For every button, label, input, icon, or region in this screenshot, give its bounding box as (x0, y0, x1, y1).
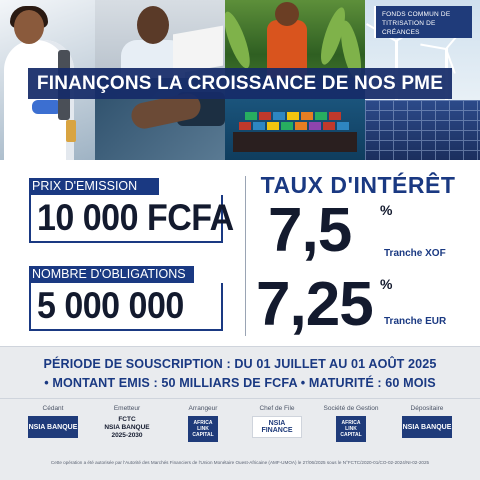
rate-eur-value: 7,25 (256, 270, 373, 339)
bond-count-label: NOMBRE D'OBLIGATIONS (29, 266, 194, 283)
rate-xof-tranche: Tranche XOF (384, 248, 446, 259)
partner-role: Cédant (42, 405, 64, 412)
issue-price-box (29, 195, 234, 243)
rate-xof-percent: % (380, 202, 393, 218)
partner-role: Dépositaire (410, 405, 444, 412)
headline-text: FINANÇONS LA CROISSANCE DE NOS PME (36, 72, 444, 94)
brand-line-2: TITRISATION DE CRÉANCES (382, 20, 436, 36)
partner-role: Emetteur (113, 405, 141, 412)
photo-banner (0, 0, 480, 160)
emetteur-line-3: 2025-2030 (111, 432, 143, 439)
brand-line-1: FONDS COMMUN DE (382, 11, 451, 18)
issue-price-value: 10 000 FCFA (37, 196, 234, 238)
bond-count-value: 5 000 000 (37, 284, 184, 326)
partner-role: Société de Gestion (323, 405, 379, 412)
nsia-banque-logo: NSIA BANQUE (402, 416, 452, 438)
partner-emetteur (96, 405, 158, 440)
africa-link-capital-logo: AFRICA LINK CAPITAL (188, 416, 218, 442)
solar-panels-photo (365, 100, 480, 160)
partner-arrangeur (172, 405, 234, 442)
subscription-period: PÉRIODE DE SOUSCRIPTION : DU 01 JUILLET AU 01 AOÛT 2025 (43, 357, 437, 371)
fctc-brand-box (374, 6, 472, 38)
subscription-band (0, 346, 480, 398)
bond-count-box (29, 283, 223, 331)
vertical-divider (245, 176, 246, 336)
partner-cedant (22, 405, 84, 438)
regulatory-disclaimer: Cette opération a été autorisée par l'Autorité des Marchés Financiers de l'Union Monétaire Ouest-Africaine (AMF-UMOA) le 27/06/2025 sous le N°FCTC/2020-01/CO-02-2024/NI-02-2025 (50, 460, 430, 465)
africa-link-capital-logo: AFRICA LINK CAPITAL (336, 416, 366, 442)
partner-depositaire (396, 405, 458, 438)
interest-rate-title: TAUX D'INTÉRÊT (260, 172, 456, 198)
partner-chef-de-file (246, 405, 308, 438)
rate-eur-tranche: Tranche EUR (384, 316, 447, 327)
partner-role: Chef de File (259, 405, 295, 412)
rate-xof-value: 7,5 (268, 196, 352, 265)
headline-banner (28, 68, 452, 99)
emetteur-line-2: NSIA BANQUE (104, 424, 150, 431)
nsia-banque-logo: NSIA BANQUE (28, 416, 78, 438)
partner-societe-gestion (320, 405, 382, 442)
offer-stats-panel (0, 160, 480, 346)
rate-eur-percent: % (380, 276, 393, 292)
amount-maturity: • MONTANT EMIS : 50 MILLIARS DE FCFA • MATURITÉ : 60 MOIS (44, 376, 436, 390)
issue-price-label: PRIX D'EMISSION (29, 178, 159, 195)
farmer-photo (225, 0, 365, 78)
student-photo (95, 0, 225, 78)
emetteur-line-1: FCTC (118, 416, 136, 423)
nsia-finance-logo: NSIA FINANCE (252, 416, 302, 438)
partner-role: Arrangeur (188, 405, 218, 412)
partners-row (0, 398, 480, 458)
